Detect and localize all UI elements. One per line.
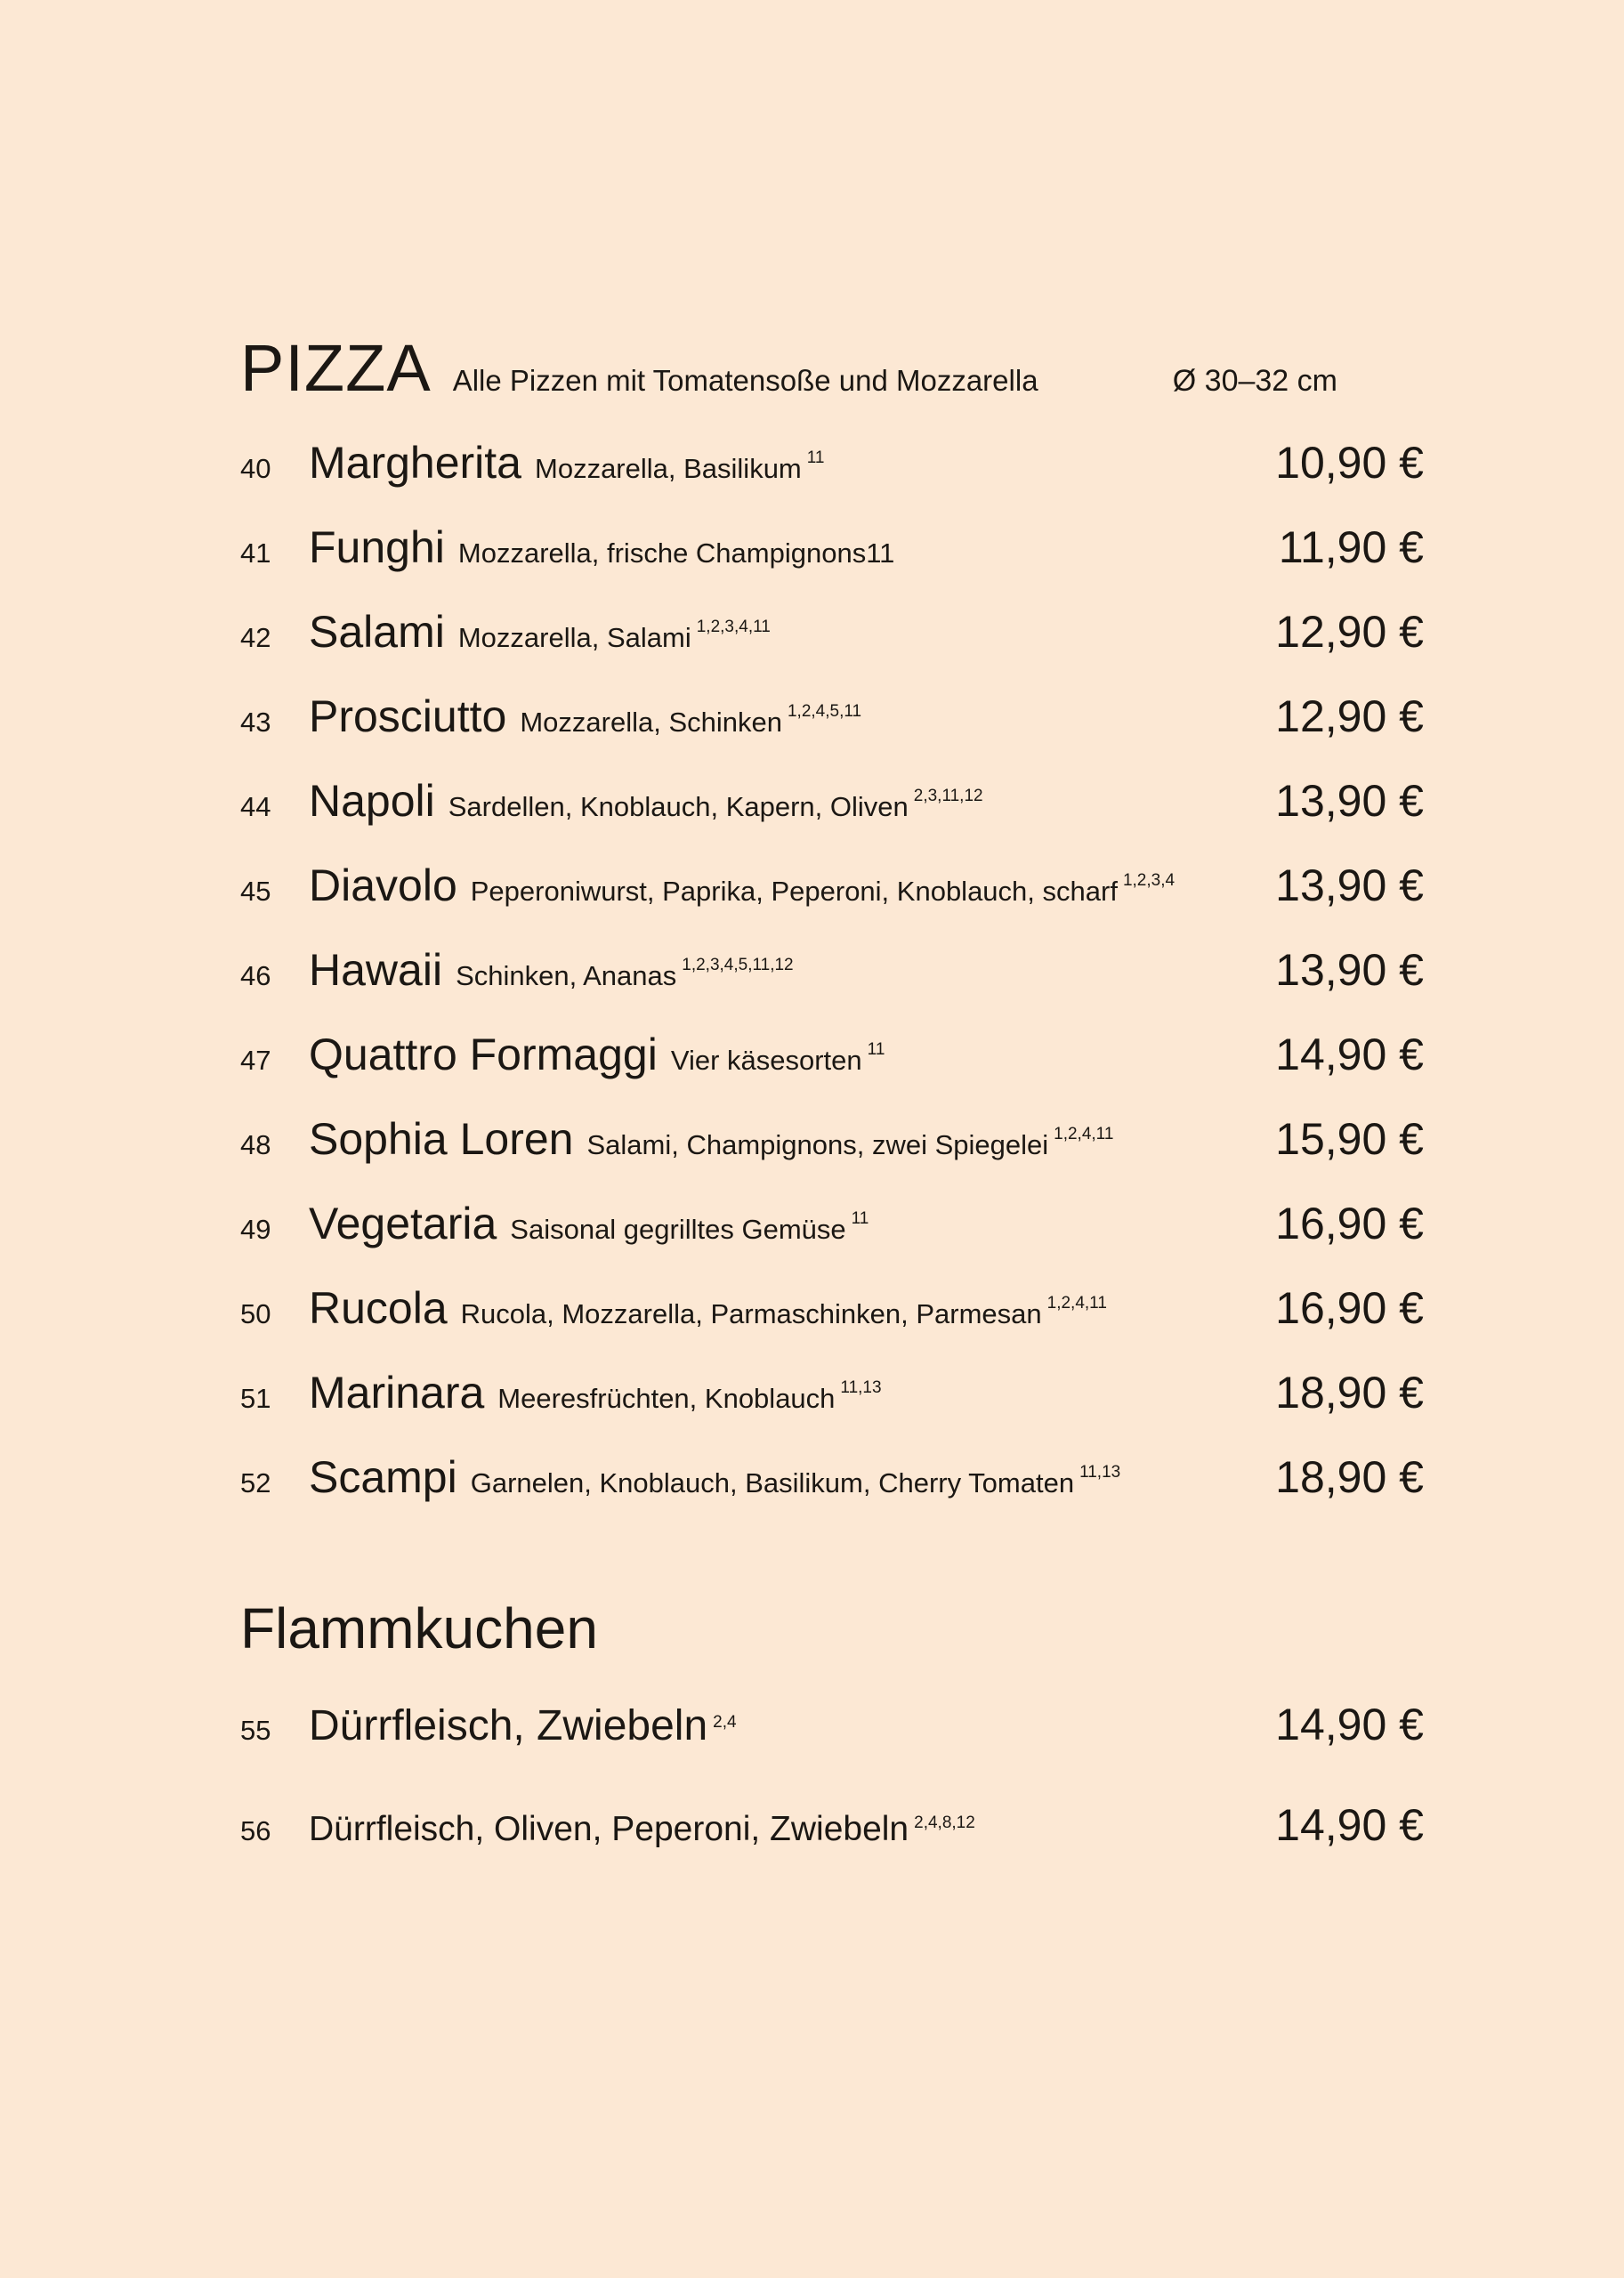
item-number: 51 (240, 1382, 271, 1414)
item-name: Rucola (309, 1282, 448, 1333)
item-number: 40 (240, 452, 271, 484)
menu-item-row (240, 691, 1424, 742)
menu-item-row (240, 944, 1424, 996)
item-footnotes: 1,2,3,4 (1122, 870, 1176, 890)
menu-item-row (240, 1282, 1424, 1334)
item-description: Rucola, Mozzarella, Parmaschinken, Parmesan (460, 1297, 1042, 1329)
item-footnotes: 1,2,3,4,5,11,12 (682, 955, 794, 974)
item-price: 12,90 € (1275, 606, 1424, 657)
item-footnotes: 11 (806, 448, 825, 467)
menu-item-row (240, 1799, 1424, 1851)
item-description: Mozzarella, Salami (457, 621, 691, 653)
item-number: 42 (240, 621, 271, 653)
item-name: Vegetaria (309, 1198, 497, 1248)
item-footnotes: 2,4,8,12 (914, 1814, 975, 1832)
menu-item-row (240, 1198, 1424, 1249)
flammkuchen-section (240, 1596, 1424, 1851)
item-footnotes: 1,2,4,5,11 (787, 701, 862, 721)
item-description: Salami, Champignons, zwei Spiegelei (586, 1128, 1049, 1160)
item-price: 18,90 € (1275, 1367, 1424, 1418)
item-description: Mozzarella, Basilikum (535, 452, 802, 484)
menu-item-row (240, 1029, 1424, 1080)
item-name: Dürrfleisch, Oliven, Peperoni, Zwiebeln (309, 1810, 909, 1848)
menu-item-row (240, 1699, 1424, 1751)
item-footnotes: 11 (851, 1208, 869, 1228)
item-name: Salami (309, 606, 445, 657)
item-number: 48 (240, 1128, 271, 1160)
item-price: 16,90 € (1275, 1198, 1424, 1248)
item-number: 52 (240, 1466, 271, 1498)
item-name: Hawaii (309, 944, 443, 995)
item-number: 50 (240, 1297, 271, 1329)
pizza-section-header (240, 331, 1424, 405)
item-footnotes: 1,2,4,11 (1054, 1124, 1114, 1143)
item-price: 15,90 € (1275, 1113, 1424, 1164)
item-footnotes: 1,2,4,11 (1046, 1293, 1107, 1313)
menu-item-row (240, 606, 1424, 658)
menu-item-row (240, 1113, 1424, 1165)
item-number: 44 (240, 790, 271, 822)
item-footnotes: 11,13 (840, 1377, 882, 1397)
item-name: Dürrfleisch, Zwiebeln (309, 1702, 708, 1750)
item-name: Sophia Loren (309, 1113, 574, 1164)
item-description: Sardellen, Knoblauch, Kapern, Oliven (448, 790, 909, 822)
item-price: 12,90 € (1275, 691, 1424, 741)
pizza-subtitle: Alle Pizzen mit Tomatensoße und Mozzarella (452, 364, 1038, 397)
item-name: Prosciutto (309, 691, 507, 741)
section-title-pizza: PIZZA (240, 331, 432, 405)
item-number: 41 (240, 537, 271, 569)
item-price: 14,90 € (1275, 1800, 1424, 1850)
item-description: Mozzarella, frische Champignons11 (457, 537, 895, 569)
item-name: Quattro Formaggi (309, 1029, 658, 1079)
item-price: 13,90 € (1275, 944, 1424, 995)
item-price: 13,90 € (1275, 775, 1424, 826)
menu-item-row (240, 860, 1424, 911)
item-description: Peperoniwurst, Paprika, Peperoni, Knoblauch, scharf (470, 875, 1118, 907)
item-price: 18,90 € (1275, 1451, 1424, 1502)
item-number: 43 (240, 706, 271, 738)
item-description: Saisonal gegrilltes Gemüse (510, 1213, 846, 1245)
item-description: Schinken, Ananas (456, 959, 677, 991)
item-description: Garnelen, Knoblauch, Basilikum, Cherry Tomaten (470, 1466, 1075, 1498)
item-name: Marinara (309, 1367, 485, 1418)
item-footnotes: 2,3,11,12 (913, 786, 983, 805)
pizza-diameter-info: Ø 30–32 cm (1172, 364, 1337, 398)
item-price: 14,90 € (1275, 1700, 1424, 1750)
item-price: 13,90 € (1275, 860, 1424, 910)
menu-item-row (240, 521, 1424, 573)
item-number: 46 (240, 959, 271, 991)
item-price: 16,90 € (1275, 1282, 1424, 1333)
item-number: 55 (240, 1715, 271, 1747)
item-price: 14,90 € (1275, 1029, 1424, 1079)
item-number: 49 (240, 1213, 271, 1245)
item-footnotes: 1,2,3,4,11 (696, 617, 771, 636)
item-description: Vier käsesorten (670, 1044, 862, 1076)
item-footnotes: 11 (867, 1039, 885, 1059)
item-footnotes: 2,4 (713, 1713, 737, 1733)
menu-item-row (240, 1367, 1424, 1418)
item-price: 10,90 € (1275, 437, 1424, 488)
item-number: 45 (240, 875, 271, 907)
item-number: 56 (240, 1815, 271, 1846)
menu-item-row (240, 775, 1424, 827)
pizza-item-list (240, 437, 1424, 1503)
item-name: Funghi (309, 521, 445, 572)
item-name: Diavolo (309, 860, 457, 910)
item-description: Mozzarella, Schinken (520, 706, 782, 738)
item-description: Meeresfrüchten, Knoblauch (497, 1382, 836, 1414)
menu-item-row (240, 437, 1424, 489)
menu-item-row (240, 1451, 1424, 1503)
item-name: Scampi (309, 1451, 457, 1502)
item-price: 11,90 € (1278, 521, 1424, 572)
item-number: 47 (240, 1044, 271, 1076)
item-name: Napoli (309, 775, 435, 826)
item-name: Margherita (309, 437, 521, 488)
section-title-flammkuchen: Flammkuchen (240, 1595, 598, 1660)
item-footnotes: 11,13 (1079, 1462, 1121, 1482)
